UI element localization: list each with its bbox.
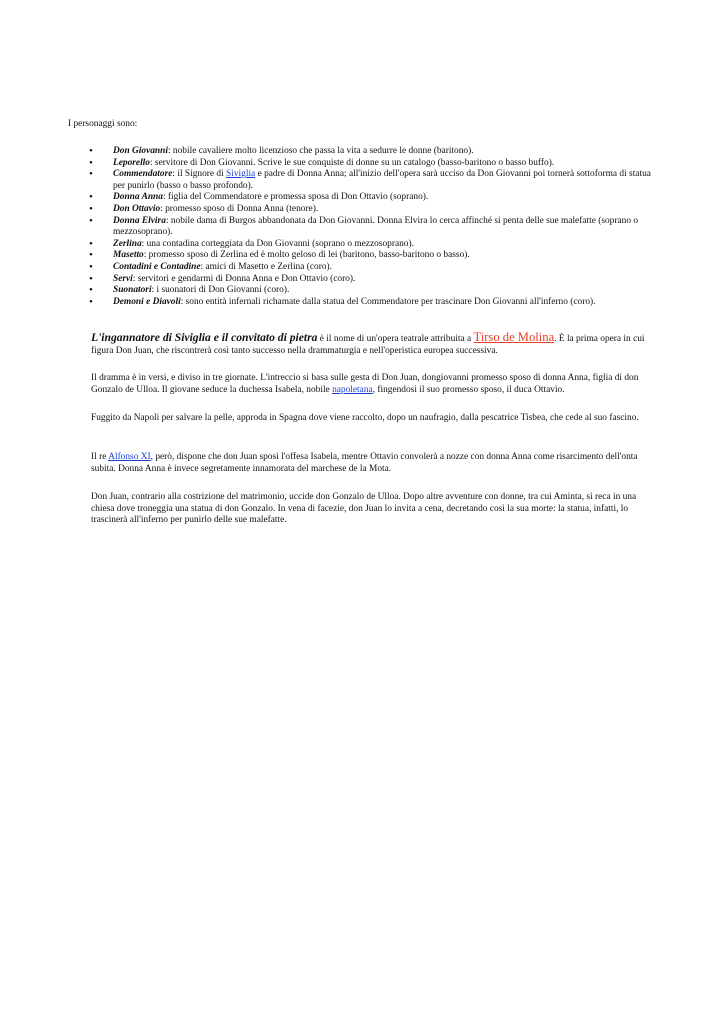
list-item: [89, 192, 659, 204]
bullet-icon: •: [89, 249, 93, 262]
bullet-icon: •: [89, 260, 93, 273]
character-desc: : servitori e gendarmi di Donna Anna e Don Ottavio (coro).: [132, 273, 356, 284]
list-item: [89, 239, 659, 251]
bullet-icon: •: [89, 202, 93, 215]
list-item: [89, 297, 659, 309]
bullet-icon: •: [89, 191, 93, 204]
character-desc: : i suonatori di Don Giovanni (coro).: [151, 285, 290, 296]
paragraph-text: è il nome di un'opera teatrale attribuita a: [317, 334, 474, 344]
bullet-icon: •: [89, 145, 93, 157]
list-item: [89, 285, 659, 297]
character-desc: : il Signore di: [172, 169, 227, 180]
character-desc: : una contadina corteggiata da Don Giovanni (soprano o mezzosoprano).: [141, 238, 414, 249]
character-name: Leporello: [113, 157, 150, 168]
list-item: [89, 262, 659, 274]
character-desc: : amici di Masetto e Zerlina (coro).: [200, 261, 332, 272]
character-name: Don Ottavio: [113, 203, 161, 214]
character-desc: : promesso sposo di Donna Anna (tenore).: [160, 203, 319, 214]
character-name: Servi: [113, 273, 133, 284]
paragraph-text: , fingendosi il suo promesso sposo, il duca Ottavio.: [372, 384, 565, 395]
bullet-icon: •: [89, 284, 93, 297]
paragraph-text: , però, dispone che don Juan sposi l'offesa Isabela, mentre Ottavio convolerà a nozze con donna Anna come risarcimento dell'onta subita. Donna Anna è invece segretamente innamorata del marchese de la Mota.: [91, 452, 638, 474]
character-desc: : promesso sposo di Zerlina ed è molto geloso di lei (baritono, basso-baritono o basso).: [143, 250, 470, 261]
paragraph-escape: Fuggito da Napoli per salvare la pelle, approda in Spagna dove viene raccolto, dopo un naufragio, dalla pescatrice Tisbea, che cede al suo fascino.: [91, 413, 639, 423]
character-desc: : servitore di Don Giovanni. Scrive le sue conquiste di donne su un catalogo (basso-baritono o basso buffo).: [149, 157, 555, 168]
list-item: [89, 146, 659, 158]
list-item: [89, 169, 659, 192]
bullet-icon: •: [89, 156, 93, 169]
list-item: [89, 204, 659, 216]
paragraph-king: [91, 452, 657, 475]
alfonso-xi-link[interactable]: Alfonso XI: [108, 452, 151, 462]
bullet-icon: •: [89, 272, 93, 285]
character-name: Donna Anna: [113, 192, 163, 203]
paragraph-ending: Don Juan, contrario alla costrizione del matrimonio, uccide don Gonzalo de Ulloa. Dopo altre avventure con donne, tra cui Aminta, si reca in una chiesa dove troneggia una statua di don Gonzalo. In vena di facezie, don Juan lo invita a cena, decretando così la sua morte: la statua, infatti, lo trascinerà all'inferno per punirlo delle sue malefatte.: [91, 492, 637, 526]
character-desc: : nobile cavaliere molto licenzioso che passa la vita a sedurre le donne (baritono).: [167, 146, 474, 156]
bullet-icon: •: [89, 168, 93, 181]
paragraph-text: Il dramma è in versi, e diviso in tre giornate. L'intreccio si basa sulle gesta di Don Juan, dongiovanni promesso sposo di donna Anna, figlia di don Gonzalo de Ulloa. Il giovane seduce la duchessa Isabela, nobile: [91, 373, 639, 395]
paragraph-plot: [91, 373, 657, 396]
list-item: [89, 250, 659, 262]
siviglia-link[interactable]: Siviglia: [226, 169, 256, 180]
napoletana-link[interactable]: napoletana: [332, 384, 373, 395]
bullet-icon: •: [89, 295, 93, 308]
character-name: Masetto: [113, 250, 144, 261]
paragraph-text: . È la prima opera in cui figura Don Juan, che riscontrerà così tanto successo nella drammaturgia e nell'operistica europea successiva.: [91, 334, 645, 356]
bullet-icon: •: [89, 237, 93, 250]
character-desc: : figlia del Commendatore e promessa sposa di Don Ottavio (soprano).: [162, 192, 429, 203]
paragraph-intro-opera: [91, 332, 657, 357]
opera-title: L'ingannatore di Siviglia e il convitato di pietra: [91, 331, 318, 344]
tirso-de-molina-link[interactable]: Tirso de Molina: [473, 330, 555, 344]
character-list: [89, 146, 659, 308]
character-desc: : nobile dama di Burgos abbandonata da Don Giovanni. Donna Elvira lo cerca affinché si penta delle sue malefatte (soprano o mezzosoprano).: [113, 215, 639, 238]
list-item: [89, 216, 659, 239]
character-desc: : sono entità infernali richamate dalla statua del Commendatore per trascinare Don Giovanni all'inferno (coro).: [180, 296, 596, 307]
character-name: Don Giovanni: [113, 146, 168, 156]
character-name: Donna Elvira: [113, 215, 166, 226]
character-name: Demoni e Diavoli: [113, 296, 181, 307]
character-desc: e padre di Donna Anna; all'inizio dell'opera sarà ucciso da Don Giovanni poi tornerà sottoforma di statua per punirlo (basso o basso profondo).: [113, 169, 651, 191]
bullet-icon: •: [89, 214, 93, 227]
character-name: Suonatori: [113, 285, 152, 296]
paragraph-text: Il re: [91, 452, 109, 462]
character-name: Commendatore: [113, 169, 173, 180]
character-name: Contadini e Contadine: [113, 261, 201, 272]
intro-text: I personaggi sono:: [68, 119, 138, 129]
list-item: [89, 158, 659, 170]
character-name: Zerlina: [113, 238, 142, 249]
list-item: [89, 274, 659, 286]
